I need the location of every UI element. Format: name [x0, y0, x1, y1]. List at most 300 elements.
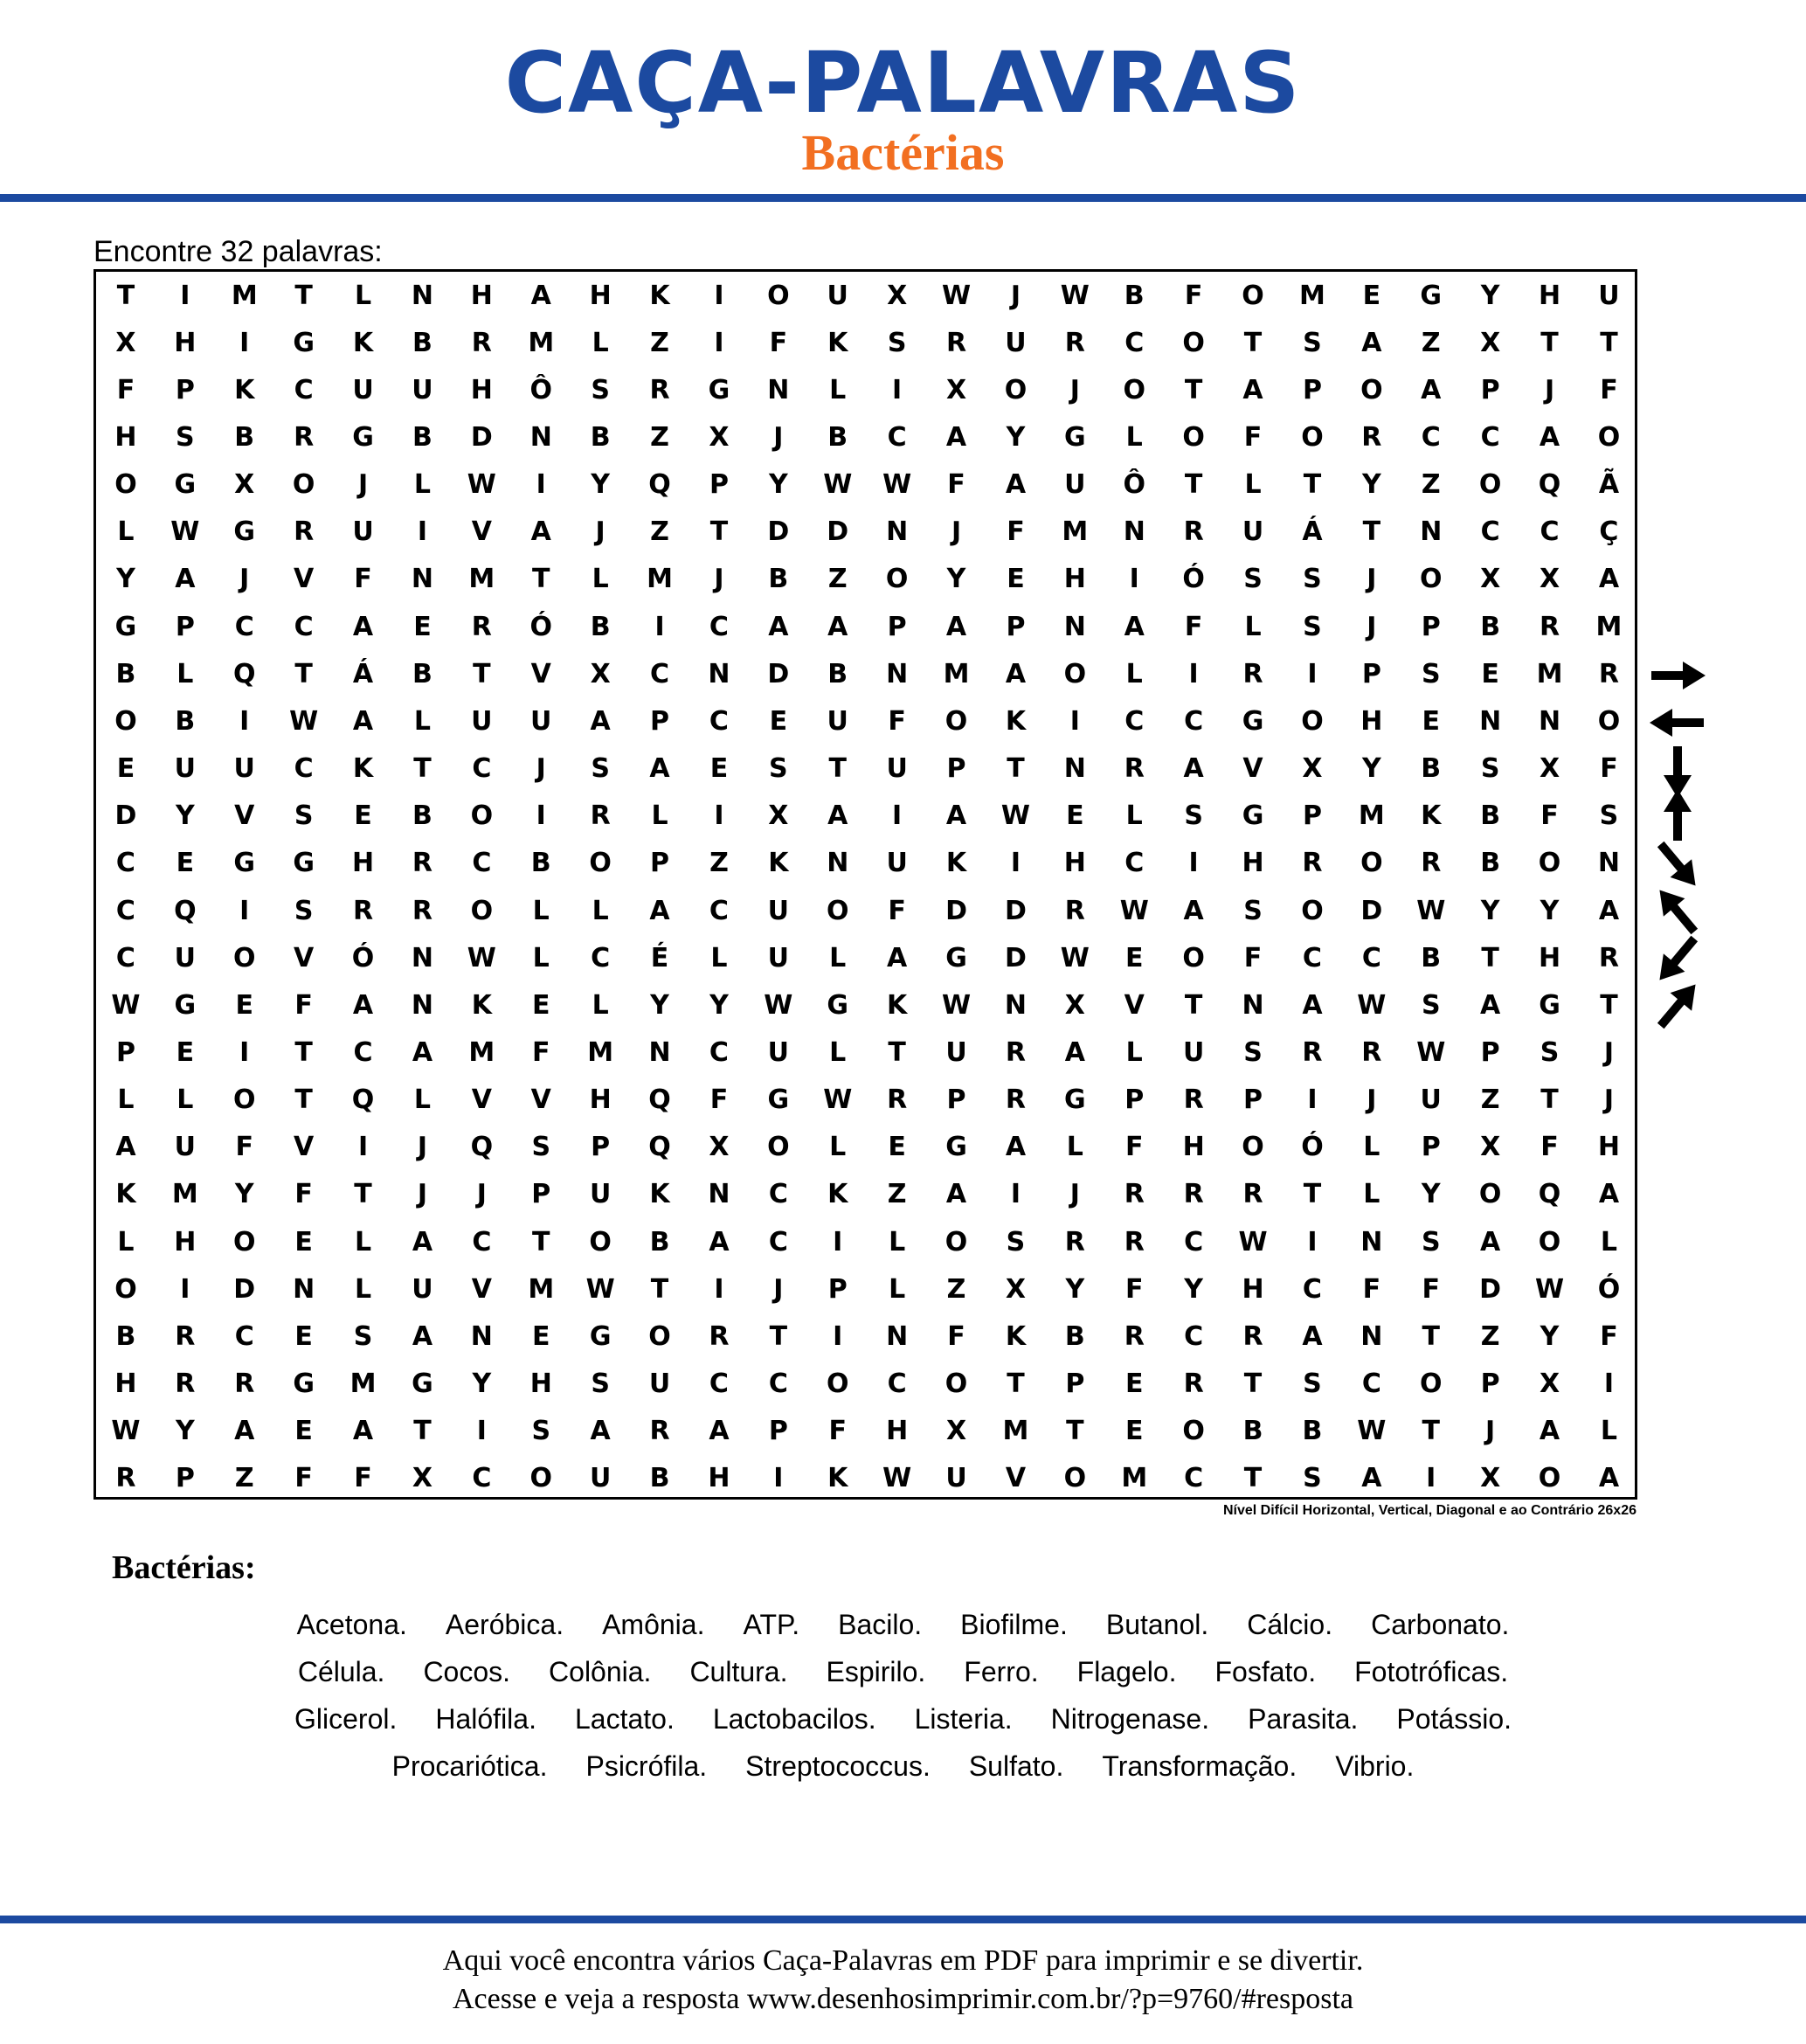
grid-cell: J	[417, 1179, 428, 1210]
grid-cell: O	[1360, 374, 1383, 405]
grid-cell: U	[945, 1463, 967, 1494]
grid-cell: L	[710, 942, 728, 973]
grid-cell: B	[175, 705, 196, 737]
grid-cell: J	[1603, 1084, 1615, 1116]
grid-cell: C	[887, 1368, 907, 1399]
grid-cell: B	[234, 422, 255, 453]
grid-cell: R	[1183, 1084, 1204, 1116]
grid-cell: N	[411, 564, 433, 595]
grid-cell: T	[294, 1084, 313, 1116]
grid-cell: R	[1361, 422, 1382, 453]
grid-cell: Ç	[1599, 516, 1619, 548]
grid-cell: L	[829, 942, 847, 973]
grid-cell: L	[1125, 1036, 1143, 1068]
word-item: Cocos.	[423, 1656, 511, 1687]
grid-cell: A	[115, 1132, 136, 1163]
grid-cell: E	[1422, 705, 1440, 737]
grid-cell: L	[592, 989, 609, 1021]
grid-cell: W	[1357, 1416, 1387, 1447]
grid-cell: O	[945, 1226, 968, 1258]
grid-cell: C	[294, 611, 314, 642]
grid-cell: A	[590, 705, 611, 737]
footer-line-2: Acesse e veja a resposta www.desenhosimprimir.com.br/?p=9760/#resposta	[452, 1983, 1354, 2015]
grid-cell: Y	[1184, 1273, 1203, 1305]
grid-cell: T	[1066, 1416, 1084, 1447]
grid-cell: J	[1485, 1416, 1496, 1447]
grid-cell: J	[773, 1273, 784, 1305]
grid-cell: K	[827, 1463, 848, 1494]
grid-cell: E	[294, 1416, 313, 1447]
grid-cell: N	[708, 1179, 730, 1210]
grid-cell: J	[714, 564, 724, 595]
word-item: Amônia.	[602, 1609, 705, 1640]
grid-cell: I	[833, 1226, 843, 1258]
page-subtitle: Bactérias	[801, 124, 1005, 181]
word-item: Carbonato.	[1371, 1609, 1510, 1640]
grid-cell: H	[589, 280, 612, 311]
grid-cell: O	[1419, 564, 1443, 595]
word-list-line	[87, 1695, 1719, 1743]
grid-cell: R	[887, 1084, 908, 1116]
grid-cell: U	[174, 1132, 197, 1163]
grid-cell: S	[1184, 800, 1203, 832]
grid-cell: U	[233, 753, 255, 785]
grid-cell: Z	[650, 422, 669, 453]
grid-cell: R	[1598, 658, 1619, 689]
grid-cell: F	[947, 469, 965, 501]
grid-cell: X	[1480, 327, 1501, 358]
grid-cell: O	[1538, 848, 1561, 879]
grid-cell: A	[1598, 895, 1620, 926]
grid-cell: W	[1060, 942, 1090, 973]
grid-cell: B	[412, 422, 432, 453]
grid-cell: J	[595, 516, 605, 548]
grid-cell: L	[592, 327, 609, 358]
word-item: Colônia.	[549, 1656, 652, 1687]
grid-cell: T	[532, 564, 550, 595]
grid-cell: A	[1183, 895, 1204, 926]
grid-cell: A	[649, 895, 670, 926]
grid-cell: K	[827, 327, 848, 358]
grid-cell: T	[294, 280, 313, 311]
grid-cell: N	[1360, 1226, 1383, 1258]
grid-cell: M	[587, 1036, 614, 1068]
grid-cell: B	[412, 327, 432, 358]
grid-cell: R	[175, 1368, 196, 1399]
grid-cell: X	[709, 422, 730, 453]
grid-cell: T	[1303, 469, 1322, 501]
grid-cell: Q	[232, 658, 256, 689]
grid-cell: N	[411, 942, 433, 973]
grid-cell: B	[590, 422, 611, 453]
grid-cell: N	[1420, 516, 1443, 548]
grid-cell: L	[532, 895, 550, 926]
grid-cell: N	[1004, 989, 1027, 1021]
grid-cell: R	[352, 895, 374, 926]
grid-cell: R	[1124, 1179, 1145, 1210]
grid-cell: M	[171, 1179, 198, 1210]
grid-cell: U	[886, 753, 908, 785]
grid-cell: O	[232, 1084, 256, 1116]
grid-cell: Y	[650, 989, 669, 1021]
grid-cell: D	[767, 516, 790, 548]
grid-cell: I	[1307, 1226, 1318, 1258]
grid-cell: V	[471, 1084, 492, 1116]
grid-cell: W	[823, 469, 853, 501]
word-item: Cultura.	[689, 1656, 788, 1687]
grid-cell: L	[1244, 469, 1262, 501]
grid-cell: J	[1367, 564, 1377, 595]
grid-cell: Y	[1540, 895, 1560, 926]
grid-cell: I	[536, 469, 546, 501]
grid-cell: S	[887, 327, 907, 358]
grid-cell: K	[352, 753, 374, 785]
grid-cell: A	[412, 1320, 433, 1352]
grid-cell: G	[708, 374, 730, 405]
grid-cell: É	[650, 942, 669, 973]
grid-cell: A	[412, 1036, 433, 1068]
grid-cell: Ó	[1182, 564, 1205, 595]
grid-cell: L	[1125, 422, 1143, 453]
grid-cell: A	[530, 516, 551, 548]
grid-cell: R	[709, 1320, 730, 1352]
grid-cell: C	[1361, 1368, 1381, 1399]
grid-cell: N	[767, 374, 790, 405]
grid-cell: R	[1005, 1084, 1026, 1116]
grid-cell: O	[945, 1368, 968, 1399]
grid-cell: I	[239, 705, 250, 737]
grid-cell: I	[417, 516, 428, 548]
grid-cell: N	[1479, 705, 1502, 737]
grid-cell: B	[827, 658, 848, 689]
grid-cell: U	[174, 942, 197, 973]
grid-cell: C	[115, 895, 135, 926]
grid-cell: N	[648, 1036, 671, 1068]
grid-cell: C	[1184, 1226, 1204, 1258]
grid-cell: C	[1302, 1273, 1322, 1305]
grid-cell: F	[888, 705, 906, 737]
grid-cell: O	[1182, 1416, 1205, 1447]
grid-cell: U	[767, 942, 790, 973]
grid-cell: U	[174, 753, 197, 785]
grid-cell: N	[1597, 848, 1620, 879]
grid-cell: B	[115, 1320, 136, 1352]
grid-cell: A	[827, 611, 848, 642]
grid-cell: Q	[1538, 1179, 1561, 1210]
grid-cell: A	[709, 1416, 730, 1447]
grid-cell: K	[887, 989, 908, 1021]
grid-cell: M	[468, 1036, 495, 1068]
grid-cell: B	[649, 1463, 670, 1494]
grid-cell: T	[1184, 989, 1203, 1021]
grid-cell: I	[714, 280, 724, 311]
grid-cell: E	[176, 1036, 195, 1068]
grid-cell: A	[827, 800, 848, 832]
grid-cell: F	[1600, 753, 1618, 785]
grid-cell: L	[413, 1084, 431, 1116]
grid-cell: R	[1124, 753, 1145, 785]
grid-cell: Y	[175, 1416, 195, 1447]
grid-cell: I	[536, 800, 546, 832]
grid-cell: O	[232, 1226, 256, 1258]
grid-cell: I	[239, 1036, 250, 1068]
level-note: Nível Difícil Horizontal, Vertical, Diagonal e ao Contrário 26x26	[1222, 1503, 1636, 1518]
grid-cell: Z	[1480, 1320, 1500, 1352]
grid-cell: N	[293, 1273, 315, 1305]
grid-cell: G	[945, 942, 967, 973]
grid-cell: N	[1063, 753, 1086, 785]
grid-cell: X	[1302, 753, 1323, 785]
grid-cell: R	[471, 611, 492, 642]
grid-cell: L	[176, 1084, 194, 1116]
arrow-down-left-icon	[1643, 935, 1713, 982]
grid-cell: G	[352, 422, 374, 453]
grid-cell: R	[1242, 658, 1263, 689]
letter-grid	[93, 269, 1637, 1500]
grid-cell: T	[1007, 753, 1025, 785]
grid-cell: C	[709, 705, 729, 737]
grid-cell: C	[294, 374, 314, 405]
grid-cell: T	[413, 1416, 432, 1447]
grid-cell: E	[413, 611, 432, 642]
grid-cell: G	[174, 469, 197, 501]
grid-cell: O	[826, 1368, 849, 1399]
grid-cell: F	[1124, 1132, 1144, 1163]
word-item: Lactato.	[574, 1703, 675, 1735]
grid-cell: P	[175, 611, 195, 642]
grid-cell: G	[1242, 800, 1264, 832]
grid-cell: R	[1302, 1036, 1323, 1068]
grid-cell: P	[591, 1132, 611, 1163]
grid-cell: M	[1002, 1416, 1029, 1447]
grid-cell: Ô	[1123, 469, 1145, 501]
grid-cell: C	[472, 753, 492, 785]
grid-cell: S	[1243, 564, 1263, 595]
grid-cell: W	[111, 989, 141, 1021]
grid-cell: E	[888, 1132, 906, 1163]
grid-cell: O	[232, 942, 256, 973]
grid-cell: P	[650, 705, 670, 737]
grid-cell: L	[1125, 800, 1143, 832]
grid-cell: O	[648, 1320, 671, 1352]
grid-cell: K	[649, 280, 670, 311]
grid-cell: U	[945, 1036, 967, 1068]
grid-cell: T	[413, 753, 432, 785]
grid-cell: I	[1010, 848, 1021, 879]
word-item: Ferro.	[964, 1656, 1039, 1687]
grid-cell: S	[1540, 1036, 1560, 1068]
word-item: Nitrogenase.	[1050, 1703, 1210, 1735]
grid-cell: N	[827, 848, 849, 879]
grid-cell: Ó	[1597, 1273, 1621, 1305]
grid-cell: F	[888, 895, 906, 926]
grid-cell: J	[1367, 611, 1377, 642]
grid-cell: S	[531, 1416, 551, 1447]
grid-cell: G	[114, 611, 137, 642]
grid-cell: B	[1302, 1416, 1323, 1447]
grid-cell: P	[1243, 1084, 1263, 1116]
grid-cell: O	[470, 895, 494, 926]
grid-cell: P	[768, 1416, 788, 1447]
grid-cell: L	[1600, 1226, 1617, 1258]
grid-cell: B	[649, 1226, 670, 1258]
grid-cell: T	[1362, 516, 1381, 548]
grid-cell: Z	[234, 1463, 254, 1494]
grid-cell: P	[1124, 1084, 1145, 1116]
grid-cell: L	[889, 1273, 906, 1305]
grid-cell: N	[1123, 516, 1145, 548]
grid-cell: V	[234, 800, 255, 832]
grid-cell: B	[768, 564, 789, 595]
grid-cell: P	[1480, 374, 1500, 405]
grid-cell: F	[1243, 422, 1263, 453]
grid-cell: J	[1603, 1036, 1615, 1068]
grid-cell: P	[827, 1273, 848, 1305]
grid-cell: A	[352, 1416, 374, 1447]
grid-cell: E	[709, 753, 729, 785]
grid-cell: Y	[1480, 280, 1500, 311]
grid-cell: O	[1242, 1132, 1264, 1163]
grid-cell: O	[1301, 422, 1324, 453]
grid-cell: D	[1479, 1273, 1502, 1305]
grid-cell: D	[1004, 942, 1027, 973]
grid-cell: M	[1536, 658, 1563, 689]
grid-cell: L	[592, 895, 609, 926]
grid-cell: A	[945, 1179, 967, 1210]
grid-cell: R	[175, 1320, 196, 1352]
grid-cell: S	[591, 753, 610, 785]
grid-cell: T	[828, 753, 847, 785]
grid-cell: T	[1481, 942, 1499, 973]
grid-cell: U	[352, 374, 374, 405]
grid-cell: L	[1244, 611, 1262, 642]
grid-cell: H	[1063, 564, 1086, 595]
grid-cell: T	[1184, 469, 1203, 501]
grid-cell: O	[114, 469, 137, 501]
grid-cell: J	[951, 516, 962, 548]
grid-cell: O	[529, 1463, 552, 1494]
grid-cell: F	[1184, 280, 1203, 311]
grid-cell: D	[1360, 895, 1383, 926]
grid-cell: W	[882, 1463, 912, 1494]
grid-cell: O	[114, 705, 137, 737]
grid-cell: G	[1539, 989, 1560, 1021]
grid-cell: L	[413, 705, 431, 737]
grid-cell: R	[1064, 327, 1085, 358]
grid-cell: C	[234, 1320, 254, 1352]
grid-cell: R	[1183, 1179, 1204, 1210]
grid-cell: Z	[827, 564, 848, 595]
grid-cell: O	[767, 280, 790, 311]
grid-cell: C	[1124, 327, 1145, 358]
grid-cell: P	[531, 1179, 551, 1210]
grid-cell: R	[1064, 895, 1085, 926]
grid-cell: F	[947, 1320, 965, 1352]
grid-cell: Y	[472, 1368, 492, 1399]
word-item: Transformação.	[1102, 1750, 1297, 1782]
grid-cell: H	[114, 1368, 137, 1399]
grid-cell: S	[1421, 989, 1441, 1021]
word-item: Procariótica.	[391, 1750, 548, 1782]
grid-cell: W	[1416, 1036, 1446, 1068]
grid-cell: Y	[709, 989, 729, 1021]
grid-cell: I	[1188, 658, 1199, 689]
grid-cell: S	[1599, 800, 1619, 832]
grid-cell: F	[294, 989, 313, 1021]
grid-cell: H	[529, 1368, 552, 1399]
grid-cell: C	[472, 1226, 492, 1258]
grid-cell: P	[887, 611, 907, 642]
grid-cell: W	[1060, 280, 1090, 311]
grid-cell: Ó	[351, 942, 375, 973]
grid-cell: T	[1600, 989, 1618, 1021]
grid-cell: U	[530, 705, 552, 737]
grid-cell: I	[1603, 1368, 1615, 1399]
grid-cell: L	[1600, 1416, 1617, 1447]
grid-cell: I	[239, 327, 250, 358]
grid-cell: H	[886, 1416, 909, 1447]
grid-cell: V	[530, 658, 551, 689]
grid-cell: V	[471, 1273, 492, 1305]
grid-cell: A	[352, 705, 374, 737]
word-item: Cálcio.	[1247, 1609, 1333, 1640]
word-list	[87, 1601, 1719, 1790]
grid-cell: O	[945, 705, 968, 737]
grid-cell: P	[1302, 800, 1322, 832]
grid-cell: G	[293, 848, 315, 879]
arrow-left-icon	[1643, 699, 1713, 746]
grid-cell: G	[827, 989, 849, 1021]
grid-cell: P	[1006, 611, 1026, 642]
grid-cell: U	[1598, 280, 1620, 311]
grid-cell: Y	[946, 564, 966, 595]
grid-cell: L	[1066, 1132, 1083, 1163]
grid-cell: S	[531, 1132, 551, 1163]
grid-cell: L	[532, 942, 550, 973]
grid-cell: E	[531, 989, 550, 1021]
grid-cell: V	[294, 942, 315, 973]
grid-cell: A	[945, 611, 967, 642]
grid-cell: K	[768, 848, 789, 879]
arrow-up-icon	[1643, 793, 1713, 841]
grid-cell: X	[234, 469, 255, 501]
grid-cell: M	[943, 658, 970, 689]
grid-cell: B	[827, 422, 848, 453]
grid-cell: C	[709, 895, 729, 926]
grid-cell: A	[352, 611, 374, 642]
grid-cell: U	[1005, 327, 1027, 358]
grid-cell: F	[709, 1084, 729, 1116]
grid-cell: L	[176, 658, 194, 689]
grid-cell: K	[1005, 705, 1027, 737]
grid-cell: F	[294, 1463, 313, 1494]
grid-cell: D	[767, 658, 790, 689]
grid-cell: X	[945, 374, 967, 405]
grid-cell: W	[823, 1084, 853, 1116]
grid-cell: N	[886, 516, 909, 548]
grid-cell: U	[1182, 1036, 1205, 1068]
grid-cell: A	[1361, 327, 1382, 358]
grid-cell: S	[1303, 564, 1322, 595]
grid-cell: O	[1419, 1368, 1443, 1399]
grid-cell: I	[1307, 658, 1318, 689]
grid-cell: Y	[1065, 1273, 1085, 1305]
grid-cell: G	[1420, 280, 1443, 311]
grid-cell: T	[294, 1036, 313, 1068]
grid-cell: W	[467, 942, 496, 973]
grid-cell: P	[946, 753, 966, 785]
word-item: Parasita.	[1248, 1703, 1359, 1735]
